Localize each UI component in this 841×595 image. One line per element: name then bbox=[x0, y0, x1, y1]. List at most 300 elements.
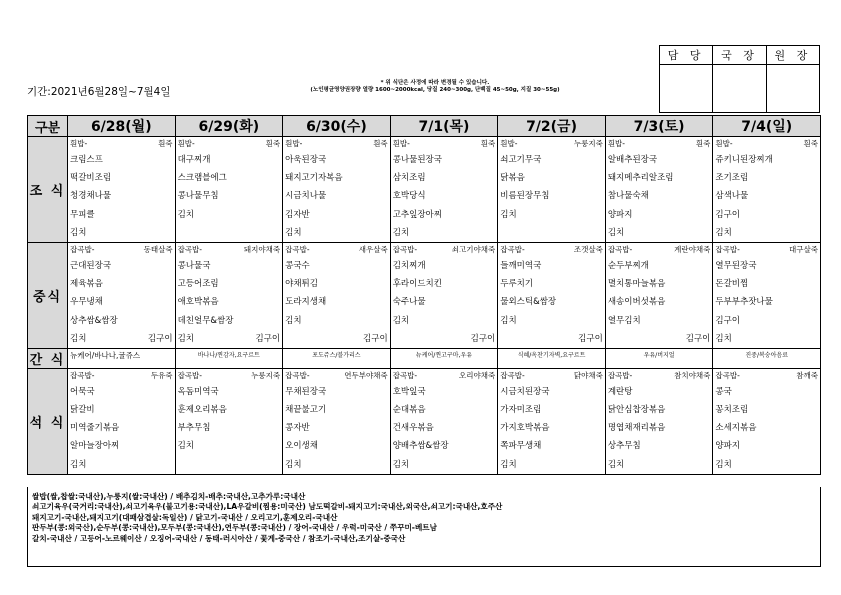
dish-item bbox=[498, 330, 605, 348]
dish-name: 잡곡밥- bbox=[715, 244, 740, 254]
menu-cell bbox=[390, 242, 498, 348]
menu-cell bbox=[713, 368, 821, 474]
dish-item bbox=[176, 275, 283, 293]
dish-item bbox=[498, 312, 605, 330]
dish-item bbox=[283, 419, 390, 437]
dish-item bbox=[283, 330, 390, 348]
dish-item bbox=[283, 151, 390, 169]
dish-item bbox=[391, 169, 498, 187]
dish-item bbox=[391, 151, 498, 169]
dish-item bbox=[176, 383, 283, 401]
dish-name: 열무김치 bbox=[607, 315, 641, 326]
menu-cell bbox=[390, 368, 498, 474]
dish-name: 호박잎국 bbox=[392, 386, 426, 397]
approval-sign-box bbox=[713, 65, 766, 113]
header-category: 구분 bbox=[28, 116, 68, 137]
dish-extra: 김구이 bbox=[255, 333, 281, 344]
dish-extra: 흰죽 bbox=[480, 139, 496, 148]
dish-item bbox=[283, 206, 390, 224]
dish-item bbox=[283, 437, 390, 455]
dish-name: 김치 bbox=[500, 209, 517, 220]
dish-name: 대구찌개 bbox=[177, 155, 211, 165]
dish-extra: 조갯살죽 bbox=[573, 244, 603, 254]
dish-name: 스크램블에그 bbox=[177, 173, 227, 184]
dish-name: 부추무침 bbox=[177, 423, 211, 434]
dish-extra: 참깨죽 bbox=[796, 370, 818, 380]
dish-name: 김치 bbox=[70, 333, 87, 344]
dish-name: 김치 bbox=[285, 459, 302, 470]
meal-row bbox=[28, 348, 821, 368]
menu-cell bbox=[175, 348, 283, 368]
dish-name: 잡곡밥- bbox=[500, 370, 525, 380]
dish-item bbox=[606, 224, 713, 242]
dish-item bbox=[176, 206, 283, 224]
dish-item bbox=[176, 437, 283, 455]
header-day: 7/4(일) bbox=[713, 116, 821, 137]
dish-item bbox=[176, 369, 283, 383]
dish-name: 김치 bbox=[70, 459, 87, 470]
snack-item: 진중/복숭아음료 bbox=[745, 351, 788, 359]
dish-item bbox=[391, 330, 498, 348]
origin-line: 판두부(콩:외국산),순두부(콩:국내산),모두부(콩:국내산),연두부(콩:국내산) / 장어-국내산 / 우럭-미국산 / 쭈꾸미-베트남 bbox=[32, 523, 437, 533]
dish-name: 훈제오리볶음 bbox=[177, 405, 227, 416]
dish-name: 김치찌개 bbox=[392, 260, 426, 271]
dish-name: 콩나물무침 bbox=[177, 191, 219, 202]
menu-cell bbox=[390, 348, 498, 368]
dish-name: 후라이드치킨 bbox=[392, 279, 442, 290]
dish-name: 멸치통마늘볶음 bbox=[607, 279, 666, 290]
dish-item bbox=[498, 437, 605, 455]
dish-item bbox=[713, 224, 820, 242]
dish-item bbox=[606, 312, 713, 330]
dish-name: 소세지볶음 bbox=[715, 423, 757, 434]
origin-line: 쇠고기육우(국거리:국내산),쇠고기육우(불고기용:국내산),LA우갈비(찜용:미국산) 남도떡갈비-돼지고기:국내산,외국산,쇠고기:국내산,호주산 bbox=[32, 502, 503, 512]
snack-item: 우유/버지얼 bbox=[643, 351, 675, 359]
notice-text bbox=[300, 80, 570, 94]
dish-item bbox=[713, 419, 820, 437]
origin-info bbox=[27, 487, 821, 567]
header-day: 7/3(토) bbox=[605, 116, 713, 137]
dish-name: 무채된장국 bbox=[285, 386, 327, 397]
dish-item bbox=[176, 243, 283, 257]
dish-item bbox=[713, 257, 820, 275]
dish-name: 우무냉채 bbox=[70, 297, 103, 308]
dish-name: 돼지고기자복음 bbox=[285, 173, 343, 184]
dish-name: 김치 bbox=[177, 209, 194, 220]
dish-name: 호박당식 bbox=[392, 191, 426, 202]
menu-cell bbox=[605, 137, 713, 243]
dish-item bbox=[606, 437, 713, 455]
dish-item bbox=[498, 369, 605, 383]
approval-sign-box bbox=[660, 65, 713, 113]
dish-name: 근대된장국 bbox=[70, 260, 112, 271]
menu-cell bbox=[390, 137, 498, 243]
dish-name: 김치 bbox=[177, 441, 194, 452]
dish-item bbox=[713, 169, 820, 187]
dish-item bbox=[391, 383, 498, 401]
dish-name: 고추잎장아찌 bbox=[392, 209, 442, 220]
approval-label: 원 장 bbox=[766, 46, 819, 65]
menu-cell bbox=[68, 368, 176, 474]
dish-item bbox=[606, 401, 713, 419]
dish-item bbox=[283, 383, 390, 401]
dish-name: 오이생채 bbox=[285, 441, 318, 452]
approval-box bbox=[659, 45, 820, 113]
dish-item bbox=[391, 137, 498, 151]
dish-extra: 흰죽 bbox=[373, 139, 388, 148]
dish-item bbox=[606, 383, 713, 401]
dish-item bbox=[283, 369, 390, 383]
dish-item bbox=[713, 206, 820, 224]
menu-table bbox=[27, 115, 821, 475]
dish-item bbox=[498, 275, 605, 293]
dish-extra: 김구이 bbox=[363, 333, 388, 344]
dish-item bbox=[68, 369, 175, 383]
menu-cell bbox=[605, 368, 713, 474]
dish-item bbox=[283, 257, 390, 275]
dish-item bbox=[713, 312, 820, 330]
dish-name: 김치 bbox=[607, 227, 625, 238]
dish-name: 양파지 bbox=[715, 441, 741, 452]
dish-item bbox=[713, 401, 820, 419]
dish-item bbox=[498, 293, 605, 311]
dish-extra: 누룽지죽 bbox=[573, 139, 603, 148]
dish-item bbox=[68, 206, 175, 224]
dish-name: 알배추된장국 bbox=[607, 155, 658, 165]
menu-cell bbox=[68, 242, 176, 348]
dish-extra: 김구이 bbox=[470, 333, 496, 344]
menu-cell bbox=[713, 137, 821, 243]
dish-name: 고등어조림 bbox=[177, 279, 219, 290]
dish-item bbox=[68, 312, 175, 330]
dish-item bbox=[68, 275, 175, 293]
dish-item bbox=[391, 437, 498, 455]
dish-name: 잡곡밥- bbox=[392, 370, 418, 380]
dish-name: 흰밥- bbox=[607, 139, 626, 148]
dish-item bbox=[498, 169, 605, 187]
dish-item bbox=[713, 369, 820, 383]
dish-name: 미역줄기볶음 bbox=[70, 423, 120, 434]
dish-item bbox=[68, 437, 175, 455]
menu-cell bbox=[68, 348, 176, 368]
dish-item bbox=[713, 383, 820, 401]
dish-name: 순대볶음 bbox=[392, 405, 426, 416]
dish-name: 김구이 bbox=[715, 315, 741, 326]
dish-extra: 새우살죽 bbox=[358, 244, 388, 254]
dish-item bbox=[391, 312, 498, 330]
dish-name: 계란탕 bbox=[607, 386, 633, 397]
dish-name: 흰밥- bbox=[70, 139, 88, 148]
dish-item bbox=[713, 456, 820, 474]
dish-name: 상추무침 bbox=[607, 441, 641, 452]
approval-sign-box bbox=[766, 65, 819, 113]
dish-item bbox=[498, 243, 605, 257]
menu-cell bbox=[713, 242, 821, 348]
header-day: 6/29(화) bbox=[175, 116, 283, 137]
dish-item bbox=[391, 275, 498, 293]
dish-name: 김구이 bbox=[715, 209, 741, 220]
dish-name: 김치 bbox=[500, 459, 517, 470]
dish-name: 알마늘장아찌 bbox=[70, 441, 120, 452]
dish-extra: 연두부야채죽 bbox=[344, 370, 388, 380]
dish-name: 들깨미역국 bbox=[500, 260, 542, 271]
dish-item bbox=[391, 419, 498, 437]
dish-name: 김치 bbox=[500, 315, 517, 326]
period-text: 기간:2021년6월28일~7월4일 bbox=[27, 86, 171, 98]
dish-item bbox=[391, 293, 498, 311]
dish-item bbox=[606, 419, 713, 437]
menu-cell bbox=[713, 348, 821, 368]
dish-name: 잡곡밥- bbox=[607, 370, 633, 380]
header-day: 6/28(월) bbox=[68, 116, 176, 137]
dish-item bbox=[391, 369, 498, 383]
dish-name: 옥돔미역국 bbox=[177, 386, 219, 397]
dish-name: 시금치나물 bbox=[285, 191, 327, 202]
dish-item bbox=[68, 224, 175, 242]
dish-name: 두루치기 bbox=[500, 279, 534, 290]
menu-cell bbox=[175, 137, 283, 243]
dish-item bbox=[176, 456, 283, 474]
dish-item bbox=[68, 151, 175, 169]
header-day: 7/1(목) bbox=[390, 116, 498, 137]
dish-name: 김치 bbox=[285, 315, 302, 326]
dish-extra: 흰죽 bbox=[158, 139, 173, 148]
dish-item bbox=[283, 243, 390, 257]
dish-item bbox=[68, 169, 175, 187]
dish-name: 쪽파무생채 bbox=[500, 441, 542, 452]
dish-extra: 누룽지죽 bbox=[251, 370, 281, 380]
dish-name: 명엽채재리볶음 bbox=[607, 423, 666, 434]
dish-name: 김치 bbox=[177, 333, 194, 344]
dish-item bbox=[606, 137, 713, 151]
notice-line: * 위 식단은 사정에 따라 변경될 수 있습니다. bbox=[380, 80, 490, 86]
dish-item bbox=[713, 330, 820, 348]
dish-item bbox=[176, 224, 283, 242]
dish-name: 애호박볶음 bbox=[177, 297, 219, 308]
dish-name: 어묵국 bbox=[70, 386, 95, 397]
dish-name: 쇠고기무국 bbox=[500, 155, 542, 165]
dish-name: 잡곡밥- bbox=[285, 244, 310, 254]
meal-row bbox=[28, 368, 821, 474]
dish-extra: 두유죽 bbox=[150, 370, 173, 380]
dish-extra: 쇠고기야채죽 bbox=[451, 244, 496, 254]
dish-item bbox=[283, 169, 390, 187]
dish-item bbox=[68, 419, 175, 437]
header-row bbox=[28, 116, 821, 137]
dish-item bbox=[391, 243, 498, 257]
dish-name: 김치 bbox=[70, 227, 87, 238]
menu-cell bbox=[283, 242, 391, 348]
dish-name: 열무된장국 bbox=[715, 260, 757, 271]
menu-cell bbox=[175, 368, 283, 474]
dish-item bbox=[713, 293, 820, 311]
dish-item bbox=[498, 224, 605, 242]
dish-item bbox=[283, 187, 390, 205]
menu-cell bbox=[498, 348, 606, 368]
dish-extra: 동태살죽 bbox=[143, 244, 173, 254]
dish-name: 돈갈비찜 bbox=[715, 279, 749, 290]
dish-name: 상추쌈&쌈장 bbox=[70, 315, 118, 326]
dish-name: 삼치조림 bbox=[392, 173, 426, 184]
dish-item bbox=[606, 206, 713, 224]
snack-item: 바나나/찐감자,요구르트 bbox=[197, 351, 260, 359]
dish-item bbox=[498, 206, 605, 224]
header-day: 7/2(금) bbox=[498, 116, 606, 137]
dish-name: 꽁치조림 bbox=[715, 405, 749, 416]
dish-item bbox=[713, 437, 820, 455]
dish-item bbox=[176, 151, 283, 169]
dish-item bbox=[606, 243, 713, 257]
snack-item: 식혜/옥찬기자벽,요구르트 bbox=[517, 351, 586, 359]
menu-cell bbox=[605, 348, 713, 368]
dish-extra: 김구이 bbox=[578, 333, 603, 344]
dish-item bbox=[498, 456, 605, 474]
dish-name: 흰밥- bbox=[500, 139, 518, 148]
dish-name: 콩나물국 bbox=[177, 260, 211, 271]
dish-name: 김치 bbox=[715, 459, 732, 470]
dish-name: 청경채나물 bbox=[70, 191, 112, 202]
dish-extra: 흰죽 bbox=[803, 139, 818, 148]
dish-item bbox=[68, 401, 175, 419]
dish-name: 새송이버섯볶음 bbox=[607, 297, 666, 308]
dish-name: 건새우볶음 bbox=[392, 423, 434, 434]
dish-item bbox=[391, 401, 498, 419]
notice-line: (노인평균영양권장량 열량 1600~2000kcal, 당질 240~300g, 단백질 45~50g, 지질 30~55g) bbox=[310, 87, 560, 93]
dish-item bbox=[283, 224, 390, 242]
approval-label: 국 장 bbox=[713, 46, 766, 65]
dish-name: 콩국 bbox=[715, 386, 732, 397]
dish-item bbox=[68, 137, 175, 151]
dish-name: 조기조림 bbox=[715, 173, 749, 184]
dish-item bbox=[606, 293, 713, 311]
dish-name: 김자반 bbox=[285, 209, 310, 220]
approval-label: 담 당 bbox=[660, 46, 713, 65]
dish-name: 닭볶음 bbox=[500, 173, 525, 184]
dish-item bbox=[606, 257, 713, 275]
dish-name: 쥬키니된장찌개 bbox=[715, 155, 773, 165]
dish-name: 잡곡밥- bbox=[177, 244, 203, 254]
dish-item bbox=[176, 293, 283, 311]
dish-item bbox=[606, 330, 713, 348]
dish-item bbox=[68, 243, 175, 257]
dish-name: 김치 bbox=[392, 459, 410, 470]
dish-item bbox=[391, 224, 498, 242]
dish-item bbox=[283, 401, 390, 419]
dish-name: 순두부찌개 bbox=[607, 260, 649, 271]
menu-cell bbox=[283, 137, 391, 243]
dish-name: 김치 bbox=[392, 315, 410, 326]
dish-name: 잡곡밥- bbox=[177, 370, 203, 380]
dish-item bbox=[176, 330, 283, 348]
origin-line: 쌀밥(쌀,찹쌀:국내산),누룽지(쌀:국내산) / 배추김치-배추:국내산,고추가루:국내산 bbox=[32, 492, 306, 501]
dish-name: 잡곡밥- bbox=[607, 244, 633, 254]
dish-item bbox=[498, 151, 605, 169]
dish-item bbox=[176, 312, 283, 330]
snack-item: 뉴케어/바나나,귤쥬스 bbox=[70, 350, 141, 360]
dish-item bbox=[283, 275, 390, 293]
menu-cell bbox=[68, 137, 176, 243]
dish-item bbox=[176, 137, 283, 151]
dish-item bbox=[283, 137, 390, 151]
dish-name: 콩나물된장국 bbox=[392, 155, 442, 165]
dish-name: 콩국수 bbox=[285, 260, 310, 271]
meal-row bbox=[28, 242, 821, 348]
dish-name: 크림스프 bbox=[70, 155, 103, 165]
dish-extra: 김구이 bbox=[685, 333, 711, 344]
dish-name: 물외스틱&쌈장 bbox=[500, 297, 557, 308]
dish-name: 흰밥- bbox=[715, 139, 733, 148]
dish-item bbox=[713, 275, 820, 293]
dish-name: 흰밥- bbox=[285, 139, 303, 148]
dish-name: 채끝불고기 bbox=[285, 405, 327, 416]
dish-item bbox=[713, 137, 820, 151]
dish-name: 잡곡밥- bbox=[70, 244, 95, 254]
snack-item: 뉴케어/찐고구마,우유 bbox=[415, 351, 473, 359]
dish-name: 잡곡밥- bbox=[500, 244, 525, 254]
dish-name: 닭안심찹장볶음 bbox=[607, 405, 666, 416]
dish-name: 김치 bbox=[715, 333, 732, 344]
dish-extra: 흰죽 bbox=[695, 139, 711, 148]
dish-item bbox=[606, 187, 713, 205]
dish-name: 돼지메추리알조림 bbox=[607, 173, 674, 184]
menu-cell bbox=[605, 242, 713, 348]
dish-item bbox=[391, 206, 498, 224]
dish-name: 잡곡밥- bbox=[392, 244, 418, 254]
dish-name: 김치 bbox=[392, 227, 410, 238]
dish-name: 김치 bbox=[607, 459, 625, 470]
dish-item bbox=[176, 401, 283, 419]
dish-item bbox=[606, 456, 713, 474]
dish-extra: 흰죽 bbox=[265, 139, 281, 148]
dish-item bbox=[498, 419, 605, 437]
dish-name: 도라지생채 bbox=[285, 297, 327, 308]
dish-extra: 돼지야채죽 bbox=[243, 244, 281, 254]
dish-item bbox=[68, 330, 175, 348]
snack-item: 포도쥬스/블가리스 bbox=[312, 351, 361, 359]
dish-item bbox=[68, 187, 175, 205]
menu-cell bbox=[175, 242, 283, 348]
meal-category: 석 식 bbox=[28, 368, 68, 474]
dish-name: 숙주나물 bbox=[392, 297, 426, 308]
dish-name: 잡곡밥- bbox=[70, 370, 95, 380]
dish-item bbox=[391, 456, 498, 474]
dish-name: 비름된장무침 bbox=[500, 191, 550, 202]
dish-name: 시금치된장국 bbox=[500, 386, 550, 397]
origin-line: 돼지고기-국내산,돼지고기(대패삼겹살:독일산) / 닭고기-국내산 / 오리고기,훈제오리-국내산 bbox=[32, 512, 338, 522]
dish-extra: 참치야채죽 bbox=[674, 370, 711, 380]
dish-name: 아욱된장국 bbox=[285, 155, 327, 165]
dish-item bbox=[498, 401, 605, 419]
dish-name: 두부부추잣나물 bbox=[715, 297, 773, 308]
dish-item bbox=[176, 187, 283, 205]
menu-cell bbox=[498, 368, 606, 474]
dish-item bbox=[713, 187, 820, 205]
dish-extra: 김구이 bbox=[147, 333, 173, 344]
meal-category: 조 식 bbox=[28, 137, 68, 243]
dish-name: 잡곡밥- bbox=[715, 370, 740, 380]
dish-item bbox=[176, 419, 283, 437]
dish-item bbox=[68, 293, 175, 311]
dish-name: 가자미조림 bbox=[500, 405, 542, 416]
dish-extra: 계란야채죽 bbox=[674, 244, 711, 254]
dish-item bbox=[391, 257, 498, 275]
dish-item bbox=[498, 257, 605, 275]
meal-category: 간 식 bbox=[28, 348, 68, 368]
dish-item bbox=[498, 137, 605, 151]
dish-name: 흰밥- bbox=[177, 139, 195, 148]
dish-name: 잡곡밥- bbox=[285, 370, 310, 380]
dish-item bbox=[606, 169, 713, 187]
